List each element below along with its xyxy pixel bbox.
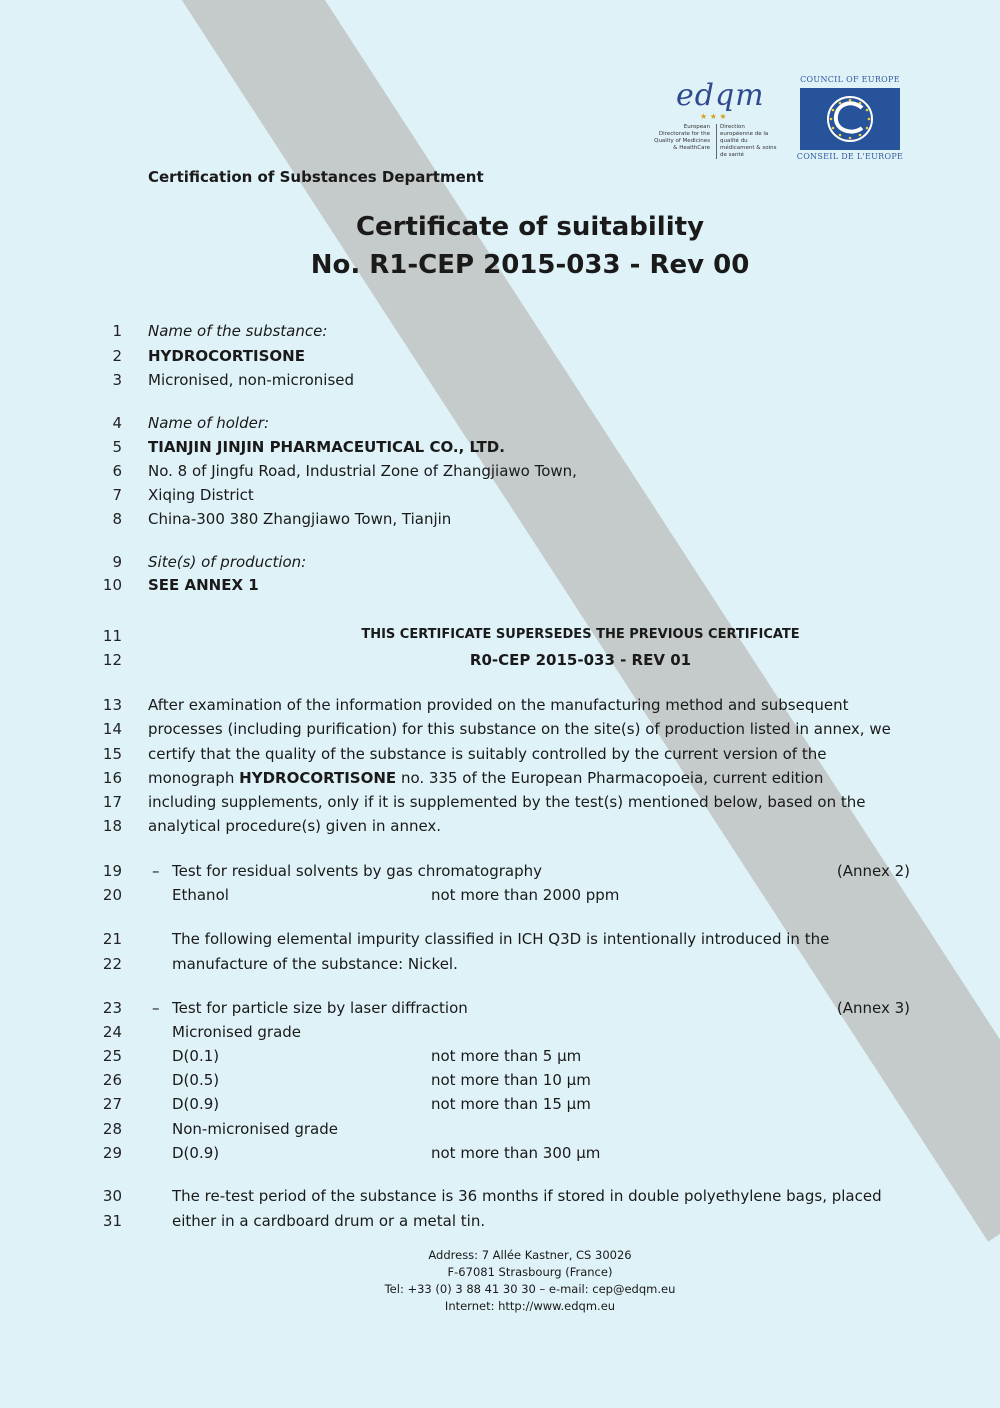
body-text-segment: monograph: [148, 769, 235, 787]
line-number: 22: [102, 955, 122, 973]
line-number: 17: [102, 793, 122, 811]
holder-label: Name of holder:: [148, 414, 270, 432]
line-number: 2: [112, 347, 122, 365]
line-25: [100, 1047, 920, 1071]
particle-size-param: D(0.5): [172, 1071, 220, 1089]
line-11: [100, 627, 920, 651]
line-number: 3: [112, 371, 122, 389]
line-number: 30: [102, 1187, 122, 1205]
line-30: [100, 1187, 920, 1211]
test-title: Test for particle size by laser diffraction: [172, 999, 468, 1017]
particle-size-limit: not more than 300 µm: [431, 1144, 601, 1162]
test-title: Test for residual solvents by gas chromatography: [172, 862, 543, 880]
council-of-europe-logo-icon: [800, 88, 900, 150]
retest-period-text: The re-test period of the substance is 36 months if stored in double polyethylene bags, placed: [172, 1187, 882, 1205]
line-24: [100, 1023, 920, 1047]
line-6: [100, 462, 920, 486]
grade-heading: Micronised grade: [172, 1023, 302, 1041]
footer-address-line-2: F-67081 Strasbourg (France): [447, 1265, 613, 1279]
coe-logo-title-en: COUNCIL OF EUROPE: [800, 75, 900, 84]
line-21: [100, 930, 920, 954]
line-9: [100, 553, 920, 577]
line-14: [100, 720, 920, 744]
line-number: 4: [112, 414, 122, 432]
line-number: 28: [102, 1120, 122, 1138]
body-text: The following elemental impurity classified in ICH Q3D is intentionally introduced in the: [172, 930, 830, 948]
line-number: 14: [102, 720, 122, 738]
line-19: [100, 862, 920, 886]
department-heading: Certification of Substances Department: [148, 168, 484, 186]
body-text-segment: no. 335 of the European Pharmacopoeia, current edition: [400, 769, 824, 787]
line-number: 19: [102, 862, 122, 880]
holder-name: TIANJIN JINJIN PHARMACEUTICAL CO., LTD.: [148, 438, 505, 456]
line-3: [100, 371, 920, 395]
line-number: 1: [112, 322, 122, 340]
solvent-name: Ethanol: [172, 886, 229, 904]
line-number: 25: [102, 1047, 122, 1065]
line-29: [100, 1144, 920, 1168]
particle-size-param: D(0.9): [172, 1144, 220, 1162]
line-number: 11: [102, 627, 122, 645]
line-number: 24: [102, 1023, 122, 1041]
line-number: 8: [112, 510, 122, 528]
line-8: [100, 510, 920, 534]
body-text: After examination of the information provided on the manufacturing method and subsequent: [148, 696, 849, 714]
edqm-stars-icon: ★ ★ ★: [700, 112, 727, 121]
line-16: [100, 769, 920, 793]
body-text-monograph: [148, 769, 823, 787]
line-13: [100, 696, 920, 720]
line-number: 31: [102, 1212, 122, 1230]
particle-size-limit: not more than 5 µm: [431, 1047, 582, 1065]
line-number: 10: [102, 576, 122, 594]
line-12: [100, 651, 920, 675]
line-28: [100, 1120, 920, 1144]
supersedes-notice: THIS CERTIFICATE SUPERSEDES THE PREVIOUS CERTIFICATE: [361, 627, 800, 642]
line-10: [100, 576, 920, 600]
retest-period-text: either in a cardboard drum or a metal tin.: [172, 1212, 486, 1230]
certificate-number: No. R1-CEP 2015-033 - Rev 00: [310, 250, 750, 280]
sites-label: Site(s) of production:: [148, 553, 307, 571]
edqm-logo: edqm: [676, 78, 765, 113]
line-number: 9: [112, 553, 122, 571]
previous-certificate-number: R0-CEP 2015-033 - REV 01: [469, 651, 692, 669]
line-number: 6: [112, 462, 122, 480]
line-1: [100, 322, 920, 346]
line-number: 12: [102, 651, 122, 669]
bullet-dash: –: [152, 999, 160, 1017]
particle-size-param: D(0.9): [172, 1095, 220, 1113]
edqm-subtitle-fr: Direction européenne de la qualité du médicament & soins de santé: [716, 124, 778, 159]
line-20: [100, 886, 920, 910]
line-number: 13: [102, 696, 122, 714]
line-22: [100, 955, 920, 979]
particle-size-limit: not more than 15 µm: [431, 1095, 591, 1113]
line-18: [100, 817, 920, 841]
particle-size-limit: not more than 10 µm: [431, 1071, 591, 1089]
line-31: [100, 1212, 920, 1236]
line-number: 18: [102, 817, 122, 835]
footer-address-block: [0, 1247, 1000, 1315]
line-5: [100, 438, 920, 462]
body-text: processes (including purification) for this substance on the site(s) of production listed in annex, we: [148, 720, 891, 738]
line-number: 26: [102, 1071, 122, 1089]
footer-address-line-1: Address: 7 Allée Kastner, CS 30026: [428, 1248, 632, 1262]
line-15: [100, 745, 920, 769]
certificate-title: Certificate of suitability: [355, 212, 705, 242]
particle-size-param: D(0.1): [172, 1047, 220, 1065]
line-number: 27: [102, 1095, 122, 1113]
line-4: [100, 414, 920, 438]
substance-name: HYDROCORTISONE: [148, 347, 305, 365]
line-27: [100, 1095, 920, 1119]
body-text: manufacture of the substance: Nickel.: [172, 955, 458, 973]
coe-logo-title-fr: CONSEIL DE L'EUROPE: [796, 152, 904, 161]
line-number: 20: [102, 886, 122, 904]
line-number: 29: [102, 1144, 122, 1162]
edqm-subtitle-en: European Directorate for the Quality of Medicines & HealthCare: [654, 124, 710, 151]
grade-heading: Non-micronised grade: [172, 1120, 338, 1138]
bullet-dash: –: [152, 862, 160, 880]
line-number: 7: [112, 486, 122, 504]
sites-value: SEE ANNEX 1: [148, 576, 259, 594]
line-26: [100, 1071, 920, 1095]
line-2: [100, 347, 920, 371]
footer-contact: Tel: +33 (0) 3 88 41 30 30 – e-mail: cep@edqm.eu: [384, 1282, 676, 1296]
solvent-limit: not more than 2000 ppm: [431, 886, 620, 904]
footer-website: Internet: http://www.edqm.eu: [444, 1299, 616, 1313]
line-7: [100, 486, 920, 510]
holder-address-3: China-300 380 Zhangjiawo Town, Tianjin: [148, 510, 452, 528]
line-number: 21: [102, 930, 122, 948]
monograph-name: HYDROCORTISONE: [239, 769, 397, 787]
substance-label: Name of the substance:: [148, 322, 328, 340]
annex-reference: (Annex 2): [836, 862, 910, 880]
body-text: analytical procedure(s) given in annex.: [148, 817, 442, 835]
annex-reference: (Annex 3): [836, 999, 910, 1017]
body-text: including supplements, only if it is supplemented by the test(s) mentioned below, based on the: [148, 793, 866, 811]
holder-address-1: No. 8 of Jingfu Road, Industrial Zone of Zhangjiawo Town,: [148, 462, 577, 480]
holder-address-2: Xiqing District: [148, 486, 254, 504]
substance-grades: Micronised, non-micronised: [148, 371, 355, 389]
line-number: 23: [102, 999, 122, 1017]
line-23: [100, 999, 920, 1023]
line-number: 15: [102, 745, 122, 763]
line-number: 16: [102, 769, 122, 787]
body-text: certify that the quality of the substance is suitably controlled by the current version of the: [148, 745, 827, 763]
line-number: 5: [112, 438, 122, 456]
line-17: [100, 793, 920, 817]
